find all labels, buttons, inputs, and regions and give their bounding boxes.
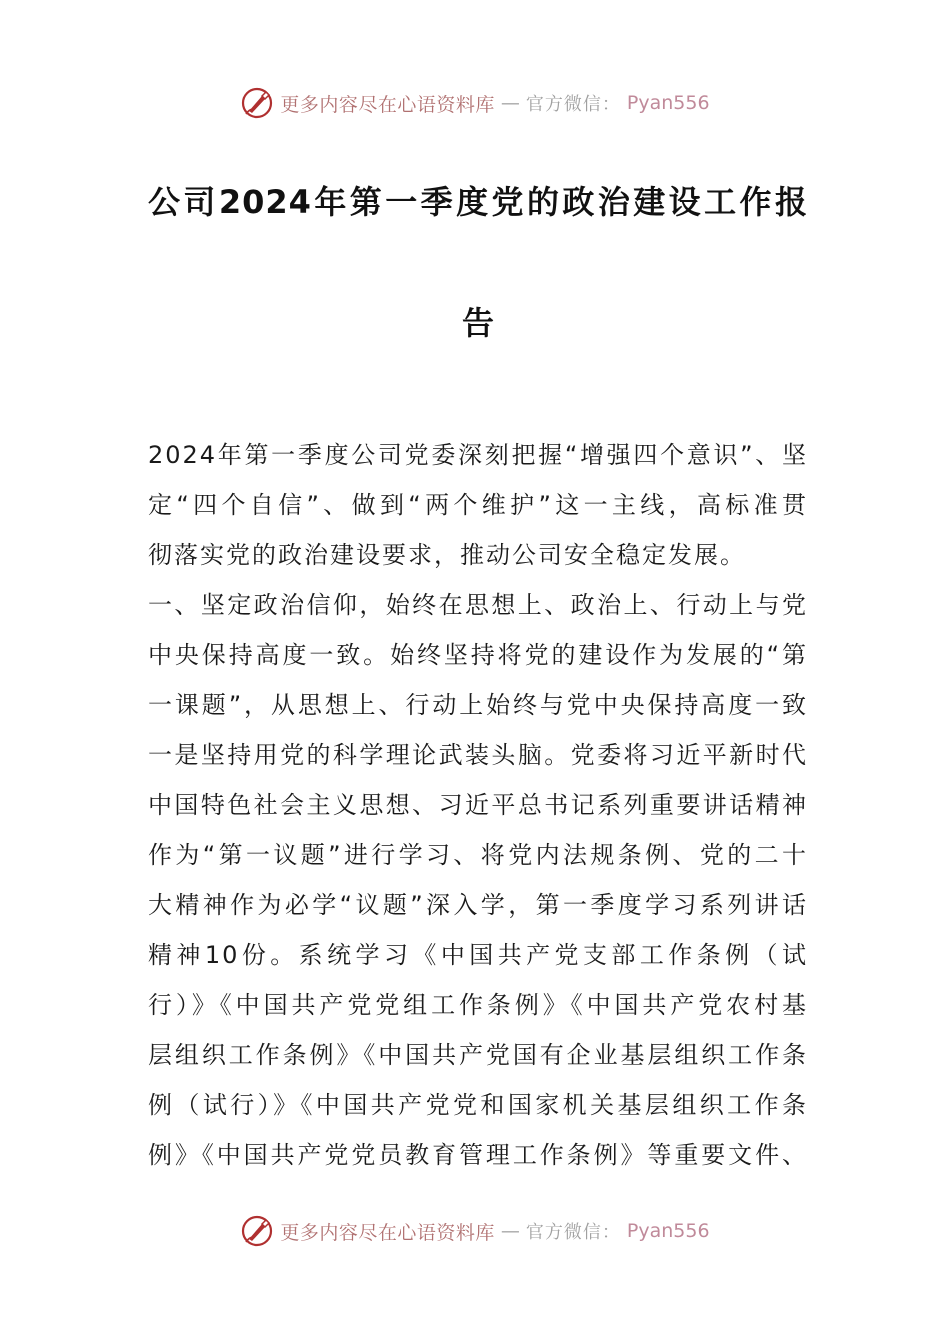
body-line: 例》《中国共产党党员教育管理工作条例》等重要文件、 <box>148 1141 808 1169</box>
body-line: 一是坚持用党的科学理论武装头脑。党委将习近平新时代 <box>148 741 808 769</box>
body-line: 2024年第一季度公司党委深刻把握“增强四个意识”、坚 <box>148 441 808 469</box>
body-line: 彻落实党的政治建设要求，推动公司安全稳定发展。 <box>148 541 746 569</box>
document-title-line-2: 告 <box>461 304 494 342</box>
body-line: 精神10份。系统学习《中国共产党支部工作条例（试 <box>148 941 808 969</box>
body-line: 作为“第一议题”进行学习、将党内法规条例、党的二十 <box>148 841 808 869</box>
document-title-line-1: 公司2024年第一季度党的政治建设工作报 <box>148 183 808 221</box>
watermark-banner-top <box>0 83 950 123</box>
watermark-wechat-id: Pyan556 <box>626 92 710 114</box>
watermark-wechat-id: Pyan556 <box>626 1220 710 1242</box>
watermark-text: 更多内容尽在心语资料库 <box>280 93 495 116</box>
body-line: 中央保持高度一致。始终坚持将党的建设作为发展的“第 <box>148 641 808 669</box>
body-line: 层组织工作条例》《中国共产党国有企业基层组织工作条 <box>148 1041 808 1069</box>
body-line: 一课题”，从思想上、行动上始终与党中央保持高度一致 <box>148 691 808 719</box>
body-line: 大精神作为必学“议题”深入学，第一季度学习系列讲话 <box>148 891 808 919</box>
pen-nib-logo-icon <box>240 86 274 120</box>
watermark-banner-bottom <box>0 1211 950 1251</box>
body-line: 行）》《中国共产党党组工作条例》《中国共产党农村基 <box>148 991 808 1019</box>
document-body <box>148 430 808 1180</box>
body-line: 定“四个自信”、做到“两个维护”这一主线，高标准贯 <box>148 491 808 519</box>
watermark-text: 更多内容尽在心语资料库 <box>280 1221 495 1244</box>
body-line: 一、坚定政治信仰，始终在思想上、政治上、行动上与党 <box>148 591 808 619</box>
body-line: 中国特色社会主义思想、习近平总书记系列重要讲话精神 <box>148 791 808 819</box>
watermark-dash: — <box>500 92 520 114</box>
watermark-wechat-label: 官方微信： <box>525 94 621 115</box>
watermark-wechat-label: 官方微信： <box>525 1222 621 1243</box>
pen-nib-logo-icon <box>240 1214 274 1248</box>
watermark-dash: — <box>500 1220 520 1242</box>
body-line: 例（试行）》《中国共产党党和国家机关基层组织工作条 <box>148 1091 808 1119</box>
